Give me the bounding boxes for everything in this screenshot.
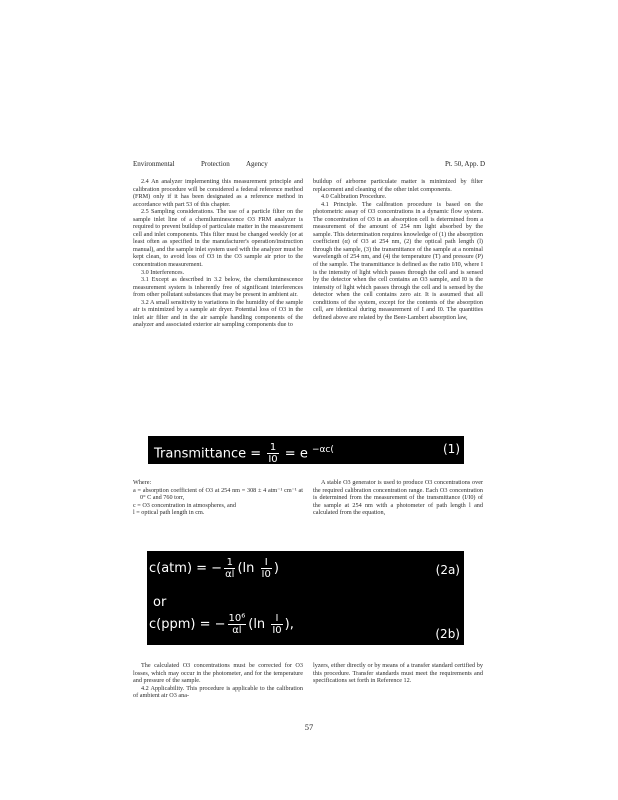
equation-2b-number: (2b) [435,627,460,641]
equation-2b-lhs: c(ppm) = − [149,617,226,632]
equation-2a-fraction [224,557,235,580]
running-header [133,159,485,169]
equation-2a-log: (ln [237,561,259,576]
paragraph: The calculated O3 concentrations must be corrected for O3 losses, which may occur in the photometer, and for the temperature and pressure of the sample. [133,662,303,685]
equation-2b-inner-numerator: I [271,613,282,625]
equation-2a-lhs: c(atm) = − [149,561,223,576]
equation-2-concentration [147,551,464,645]
paragraph: 4.2 Applicability. This procedure is applicable to the calibration of ambient air O3 ana- [133,684,303,700]
equation-1-exponent: −αc( [311,445,334,455]
paragraph: 2.5 Sampling considerations. The use of a particle filter on the sample inlet line of a chemiluminescence O3 FRM analyzer is required to prevent buildup of particulate matter in the measurement cell and inlet components. This filter must be changed weekly (or at least often as specified in the manufacturer's operation/instruction manual), and the sample inlet system used with the analyzer must be kept clean, to avoid loss of O3 in the O3 sample air prior to the concentration measurement. [133,208,303,269]
equation-2a-number: (2a) [435,563,460,577]
header-agency-word-1: Environmental [133,160,175,168]
equation-1-fraction [267,442,278,465]
paragraph: 4.1 Principle. The calibration procedure is based on the photometric assay of O3 concentrations in a dynamic flow system. The concentration of O3 in an absorption cell is determined from a measurement of the amount of 254 nm light absorbed by the sample. This determination requires knowledge of (1) the absorption coefficient (α) of O3 at 254 nm, (2) the optical path length (l) through the sample, (3) the transmittance of the sample at a nominal wavelength of 254 nm, and (4) the temperature (T) and pressure (P) of the sample. The transmittance is defined as the ratio I/I0, where I is the intensity of light which passes through the cell and is sensed by the detector when the cell contains an O3 sample, and I0 is the intensity of light which passes through the cell and is sensed by the detector when the cell contains zero air. It is assumed that all conditions of the system, except for the contents of the absorption cell, are identical during measurement of I and I0. The quantities defined above are related by the Beer-Lambert absorption law, [313,200,483,321]
equation-2a-close: ) [273,561,279,576]
equation-1-number: (1) [443,442,460,456]
equation-2b-inner-fraction [271,613,282,636]
equation-2b-fraction [228,613,247,636]
equation-2b-log: (ln [248,617,270,632]
equation-1-transmittance [148,436,464,464]
text-column-middle-left [133,479,303,517]
equation-1-rhs: = e [280,446,312,462]
paragraph: 3.1 Except as described in 3.2 below, the chemiluminescence measurement system is inherently free of significant interferences from other pollutant substances that may be present in ambient air. [133,276,303,299]
paragraph: lyzers, either directly or by means of a transfer standard certified by this procedure. Transfer standards must meet the requirements and specifications set forth in Reference 12. [313,662,483,685]
equation-2a-numerator: 1 [224,557,235,569]
header-agency-word-2: Protection [201,160,230,168]
text-column-top-right [313,178,483,321]
paragraph: buildup of airborne particulate matter is minimized by filter replacement and cleaning of the other inlet components. [313,178,483,193]
text-column-bottom-right [313,662,483,685]
equation-2a-body [149,557,279,581]
text-column-top-left [133,178,303,329]
equation-1-numerator: 1 [267,442,278,454]
equation-2b-close: ), [284,617,294,632]
text-column-bottom-left [133,662,303,700]
equation-2a-inner-denominator: I0 [261,569,271,580]
section-heading: 4.0 Calibration Procedure. [321,193,387,201]
equation-1-lhs: Transmittance = [154,446,266,462]
equation-2b-denominator: αl [232,625,242,636]
paragraph: A stable O3 generator is used to produce O3 concentrations over the required calibration concentration range. Each O3 concentration is determined from the measurement of the transmittance (I/I0) of the sample at 254 nm with a photometer of path length l and calculated from the equation, [313,479,483,517]
paragraph: 3.2 A small sensitivity to variations in the humidity of the sample air is minimized by a sample air dryer. Potential loss of O3 in the inlet air filter and in the air sample handling components of the analyzer and associated exterior air sampling components due to [133,298,303,329]
header-agency-word-3: Agency [246,160,268,168]
page-number: 57 [304,722,314,732]
where-label: Where: [133,479,152,486]
equation-1-body [154,439,334,465]
section-heading: 3.0 Interferences. [141,268,185,276]
definition-item: a = absorption coefficient of O3 at 254 nm = 308 ± 4 atm⁻¹ cm⁻¹ at 0° C and 760 torr, [133,486,303,502]
header-part-reference: Pt. 50, App. D [444,160,485,168]
equation-2b-inner-denominator: I0 [272,625,282,636]
equation-2b-numerator: 10⁶ [228,613,246,624]
equation-2a-inner-numerator: I [261,557,272,569]
equation-2b-body [149,613,294,637]
definition-item: l = optical path length in cm. [133,509,205,517]
equation-2a-denominator: αl [225,569,235,580]
equation-2a-inner-fraction [261,557,272,580]
text-column-middle-right [313,479,483,517]
paragraph: 2.4 An analyzer implementing this measurement principle and calibration procedure will be considered a federal reference method (FRM) only if it has been designated as a reference method in accordance with part 53 of this chapter. [133,178,303,208]
equation-1-denominator: I0 [268,454,278,466]
equation-or-label: or [153,595,167,610]
definition-item: c = O3 concentration in atmospheres, and [133,501,236,509]
